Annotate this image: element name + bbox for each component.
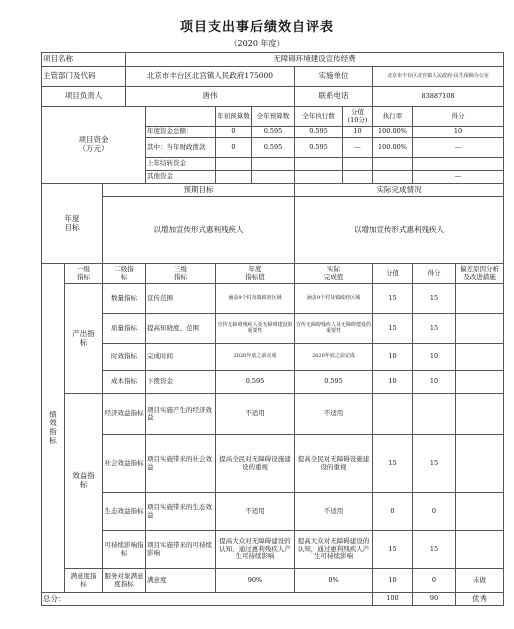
ind-l3: 项目实施产生的经济效益 [146, 394, 216, 435]
ind-score: 10 [373, 371, 413, 394]
ind-score: 15 [373, 531, 413, 569]
ind-score: 15 [373, 284, 413, 314]
indicators-main-label: 绩 效 指 标 [42, 264, 65, 593]
goal-expected: 以增加宣传形式惠利残疾人 [103, 197, 295, 264]
ind-l3: 完成时间 [146, 344, 216, 371]
ind-note [456, 344, 504, 371]
ind-l2: 服务对象满意度指标 [103, 569, 146, 593]
goal-actual: 以增加宣传形式惠利残疾人 [295, 197, 504, 264]
funds-cell [343, 158, 373, 171]
ind-note [456, 435, 504, 493]
unit-label: 实施单位 [295, 67, 373, 87]
ind-actual: 2020年底之前完成 [295, 344, 373, 371]
funds-cell: — [343, 138, 373, 158]
form-year: （2020 年度） [229, 39, 285, 48]
funds-header-blank [146, 107, 216, 127]
project-name-value: 无障碍环境建设宣传经费 [126, 53, 504, 67]
phone-value: 83887108 [373, 87, 504, 107]
satisfaction-indicator-label: 满意度指 标 [65, 569, 103, 593]
ind-l3: 满意度 [146, 569, 216, 593]
funds-cell [252, 158, 295, 171]
ind-target: 不适用 [216, 493, 295, 531]
ind-l2: 时效指标 [103, 344, 146, 371]
funds-cell: 0.595 [252, 138, 295, 158]
ind-actual: 0.595 [295, 371, 373, 394]
ind-actual: 提高全民对无障碍设施建设的重视 [295, 435, 373, 493]
ind-got: 15 [413, 435, 456, 493]
ind-l2: 生态效益指标 [103, 493, 146, 531]
ind-l3: 下拨资金 [146, 371, 216, 394]
funds-cell: 10 [343, 127, 373, 138]
ind-l3: 提高知晓度、范围 [146, 314, 216, 344]
funds-cell [295, 158, 343, 171]
funds-cell: 0.595 [295, 127, 343, 138]
ind-l2: 社会效益指标 [103, 435, 146, 493]
funds-header-got: 得分 [413, 107, 504, 127]
ind-score: 10 [373, 569, 413, 593]
ind-target: 涵盖9个村及镇政府区域 [216, 284, 295, 314]
ind-note [456, 531, 504, 569]
total-grade: 优秀 [456, 593, 504, 606]
funds-cell: 0 [216, 138, 252, 158]
funds-header-executed: 全年执行数 [295, 107, 343, 127]
ind-target: 90% [216, 569, 295, 593]
funds-cell [295, 171, 343, 184]
ind-note [456, 394, 504, 435]
ind-note [456, 314, 504, 344]
unit-value: 北京市丰台区北宫镇人民政府-民生保障办公室 [373, 67, 504, 87]
ind-note [456, 284, 504, 314]
ind-l3: 项目实施带来的生态效益 [146, 493, 216, 531]
ind-actual: 不适用 [295, 493, 373, 531]
funds-cell [216, 158, 252, 171]
ind-score: 10 [373, 344, 413, 371]
output-indicator-label: 产出指 标 [65, 284, 103, 394]
ind-got: 10 [413, 344, 456, 371]
ind-got: 15 [413, 314, 456, 344]
funds-header-score: 分值 (10分) [343, 107, 373, 127]
ind-target: 不适用 [216, 394, 295, 435]
funds-cell [343, 171, 373, 184]
ind-got: 0 [413, 493, 456, 531]
ind-note [456, 493, 504, 531]
goal-expected-label: 预期目标 [103, 184, 295, 197]
ind-actual: 提高大众对无障碍建设的认知，通过惠利残疾人产生可持续影响 [295, 531, 373, 569]
funds-cell: 0.595 [295, 138, 343, 158]
leader-value: 唐伟 [126, 87, 295, 107]
funds-header-rate: 执行率 [373, 107, 413, 127]
ind-target: 提高全民对无障碍设施建设的重视 [216, 435, 295, 493]
ind-header-actual: 实际 完成值 [295, 264, 373, 284]
funds-cell: — [413, 138, 504, 158]
goal-actual-label: 实际完成情况 [295, 184, 504, 197]
funds-row-label: 上年结转资金 [146, 158, 216, 171]
form-title: 项目支出事后绩效自评表 [179, 20, 334, 35]
ind-header-l2: 二级指 标 [103, 264, 146, 284]
ind-score: 0 [373, 493, 413, 531]
total-score: 100 [373, 593, 413, 606]
ind-l3: 项目实施带来的社会效益 [146, 435, 216, 493]
funds-row-label: 年度资金总额： [146, 127, 216, 138]
funds-cell: 100.00% [373, 127, 413, 138]
ind-got: 15 [413, 531, 456, 569]
ind-note [456, 371, 504, 394]
dept-label: 主管部门及代码 [42, 67, 126, 87]
benefit-indicator-label: 效益指 标 [65, 394, 103, 569]
funds-cell [252, 171, 295, 184]
ind-score: 15 [373, 435, 413, 493]
ind-got: 10 [413, 371, 456, 394]
ind-header-target: 年度 指标值 [216, 264, 295, 284]
ind-l2: 经济效益指标 [103, 394, 146, 435]
ind-got: 15 [413, 284, 456, 314]
funds-cell: 0.595 [252, 127, 295, 138]
funds-cell: — [413, 171, 504, 184]
leader-label: 项目负责人 [42, 87, 126, 107]
goal-label: 年度 目标 [42, 184, 103, 264]
funds-cell [373, 171, 413, 184]
evaluation-table [41, 52, 504, 606]
ind-target: 宣传无障碍残疾人及无障碍建设的重要性 [216, 314, 295, 344]
ind-actual: 宣传无障碍残疾人及无障碍建设的重要性 [295, 314, 373, 344]
ind-l3: 宣传范围 [146, 284, 216, 314]
total-label: 总分： [42, 593, 373, 606]
funds-header-initial: 年初预算数 [216, 107, 252, 127]
ind-header-l3: 三级 指标 [146, 264, 216, 284]
ind-actual: 涵盖9个村及镇政府区域 [295, 284, 373, 314]
ind-header-note: 偏差原因分析 及改进措施 [456, 264, 504, 284]
ind-target: 提高大众对无障碍建设的认知，通过惠利残疾人产生可持续影响 [216, 531, 295, 569]
funds-cell [373, 158, 413, 171]
funds-cell: 10 [413, 127, 504, 138]
funds-header-yearbudget: 全年预算数 [252, 107, 295, 127]
ind-target: 0.595 [216, 371, 295, 394]
funds-row-label: 其中：当年财政拨款 [146, 138, 216, 158]
project-name-label: 项目名称 [42, 53, 126, 67]
ind-l2: 质量指标 [103, 314, 146, 344]
funds-cell: 0 [216, 127, 252, 138]
ind-l2: 数量指标 [103, 284, 146, 314]
funds-label: 项目资金 （万元） [42, 107, 146, 184]
ind-header-score: 分值 [373, 264, 413, 284]
funds-cell: 100.00% [373, 138, 413, 158]
ind-target: 2020年底之前完成 [216, 344, 295, 371]
ind-actual: 0% [295, 569, 373, 593]
funds-cell [216, 171, 252, 184]
ind-got [413, 394, 456, 435]
ind-header-got: 得分 [413, 264, 456, 284]
ind-actual: 不适用 [295, 394, 373, 435]
dept-value: 北京市丰台区北宫镇人民政府175000 [126, 67, 295, 87]
ind-got: 0 [413, 569, 456, 593]
phone-label: 联系电话 [295, 87, 373, 107]
total-got: 90 [413, 593, 456, 606]
ind-score [373, 394, 413, 435]
ind-score: 15 [373, 314, 413, 344]
ind-l2: 可持续影响指标 [103, 531, 146, 569]
ind-l3: 项目实施带来的可持续影响 [146, 531, 216, 569]
ind-note: 未做 [456, 569, 504, 593]
funds-row-label: 其他资金 [146, 171, 216, 184]
ind-header-l1: 一级 指标 [65, 264, 103, 284]
funds-cell [413, 158, 504, 171]
ind-l2: 成本指标 [103, 371, 146, 394]
